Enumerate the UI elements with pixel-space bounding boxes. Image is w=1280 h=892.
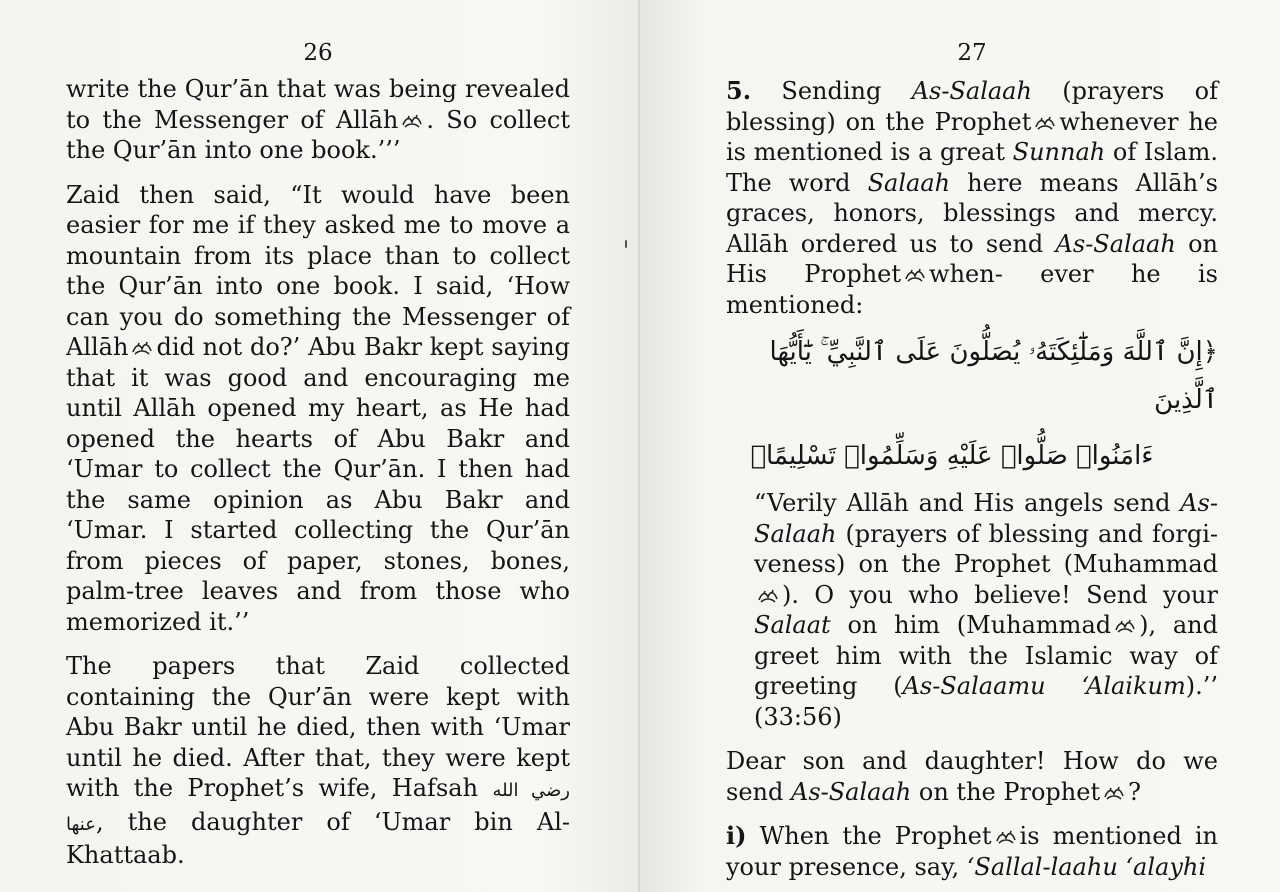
text: Zaid then said, “It would have been easier for me if they asked me to move a mountain from its place than to collect the Qur’ān into one book. I said, ‘How can you do something the Messenger of Allāh (66, 180, 570, 361)
quran-verse-line-2: ءَامَنُوا۟ صَلُّوا۟ عَلَيْهِ وَسَلِّمُوا۟ تَسْلِيمًا﴾ (750, 441, 1154, 471)
text: ), and greet him with the Islamic way of greeting ( (754, 611, 1219, 700)
term: As-Salaah (911, 77, 1032, 105)
item-i-paragraph (726, 821, 1218, 882)
term: Salaah (867, 168, 951, 197)
section-number: 5. (726, 76, 752, 105)
item-number: i) (726, 821, 747, 850)
term: As-Salaah (754, 489, 1218, 548)
text: “Verily Allāh and His angels send (754, 489, 1171, 517)
scan-mark (625, 240, 627, 248)
dear-son-paragraph (726, 746, 1218, 807)
arabic-honorific: رضي الله عنها (66, 780, 570, 835)
salla-symbol-icon (1103, 785, 1125, 801)
text: Dear son and daughter! How do we send (726, 747, 1218, 806)
text: Sending (781, 77, 882, 105)
text: when- ever he is mentioned: (726, 260, 1218, 319)
section-5-paragraph (726, 76, 1218, 320)
salla-symbol-icon (1114, 618, 1136, 634)
term: As-Salaamu ‘Alaikum (902, 672, 1186, 700)
text: on him (Muhammad (847, 611, 1112, 639)
page-number-right: 27 (957, 40, 987, 66)
text: is mentioned in your presence, say, (726, 822, 1218, 881)
right-page (640, 0, 1280, 892)
text: ? (1128, 777, 1141, 806)
text: ). O you who believe! Send your (782, 580, 1218, 609)
term: Sunnah (1012, 138, 1106, 166)
quran-verse-line-1: ﴿إِنَّ ٱللَّهَ وَمَلَٰٓئِكَتَهُۥ يُصَلُّونَ عَلَى ٱلنَّبِيِّ ۚ يَٰٓأَيُّهَا ٱلَّذِينَ (769, 337, 1218, 415)
text: When the Prophet (759, 822, 992, 850)
salla-symbol-icon (1034, 115, 1056, 131)
salla-symbol-icon (995, 829, 1017, 845)
verse-translation (726, 488, 1218, 732)
left-paragraph-1 (66, 74, 570, 166)
term: As-Salaah (790, 777, 912, 806)
text: , the daughter of ‘Umar bin Al-Khattaab. (66, 807, 570, 869)
text: ).’’ (33:56) (754, 672, 1218, 731)
text: (prayers of blessing and forgi- veness) on the Prophet (Muhammad (754, 519, 1218, 578)
term: Salaat (754, 611, 831, 639)
text: (prayers of blessing) on the Prophet (726, 77, 1218, 136)
text: write the Qur’ān that was being revealed to the Messenger of Allāh (66, 75, 570, 134)
salla-symbol-icon (904, 267, 926, 283)
term: ‘Sallal-laahu ‘alayhi (966, 852, 1207, 881)
left-paragraph-3 (66, 651, 570, 871)
text: of Islam. The word (726, 138, 1219, 197)
term: As-Salaah (1055, 229, 1176, 258)
text: whenever he is mentioned is a great (726, 107, 1218, 166)
salla-symbol-icon (757, 588, 779, 604)
text: on His Prophet (726, 229, 1218, 288)
salla-symbol-icon (131, 340, 153, 356)
text: The papers that Zaid collected containing the Qur’ān were kept with Abu Bakr until he died, then with ‘Umar until he died. After that, they were kept with the Prophet’s wife, Hafsah (66, 652, 570, 802)
text: . So collect the Qur’ān into one book.’’’ (66, 105, 570, 164)
text: did not do?’ Abu Bakr kept saying that it was good and encouraging me until Allāh opened my heart, as He had opened the hearts of Abu Bakr and ‘Umar to collect the Qur’ān. I then had the same opinion as Abu Bakr and ‘Umar. I started collecting the Qur’ān from pieces of paper, stones, bones, palm-tree leaves and from those who memorized it.’’ (66, 333, 570, 636)
text: on the Prophet (918, 777, 1101, 806)
salla-symbol-icon (401, 113, 423, 129)
page-number-left: 26 (303, 40, 333, 66)
left-paragraph-2 (66, 180, 570, 638)
text: here means Allāh’s graces, honors, blessings and mercy. Allāh ordered us to send (726, 168, 1218, 258)
